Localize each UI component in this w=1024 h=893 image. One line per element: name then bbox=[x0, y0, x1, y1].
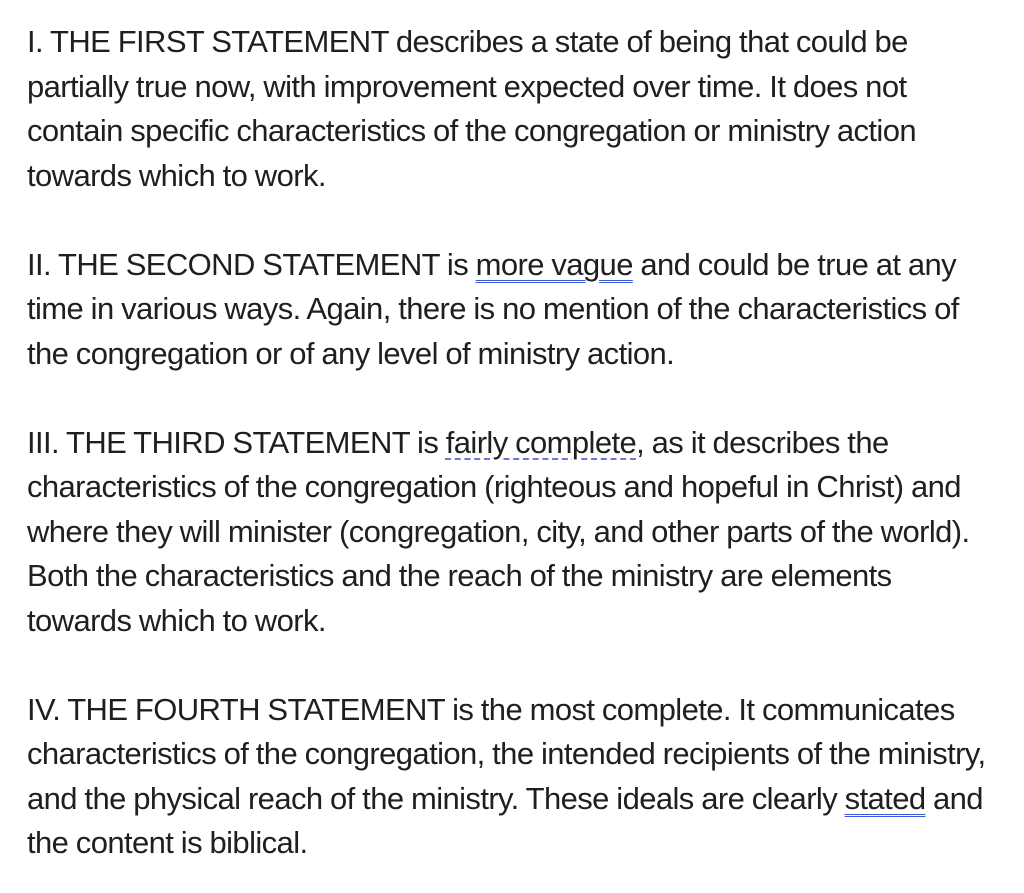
paragraph-fourth-statement[interactable] bbox=[27, 688, 995, 866]
grammar-suggestion-underline[interactable]: stated bbox=[844, 780, 926, 816]
paragraph-text: IV. THE FOURTH STATEMENT is the most complete. It communicates characteristics of the congregation, the intended recipients of the ministry, and the physical reach of the ministry. These ideals are clearly bbox=[27, 691, 986, 816]
paragraph-text: III. THE THIRD STATEMENT is bbox=[27, 424, 446, 460]
style-suggestion-underline[interactable]: fairly complete bbox=[445, 424, 637, 460]
paragraph-text: , as it describes the characteristics of the congregation (righteous and hopeful in Christ) and where they will minister (congregation, city, and other parts of the world). Both the characteristics and the reach of the ministry are elements towards which to work. bbox=[27, 424, 970, 638]
paragraph-second-statement[interactable] bbox=[27, 243, 995, 377]
grammar-suggestion-underline[interactable]: more vague bbox=[475, 246, 633, 282]
paragraph-text: I. THE FIRST STATEMENT describes a state of being that could be partially true now, with improvement expected over time. It does not contain specific characteristics of the congregation or ministry action towards which to work. bbox=[27, 24, 917, 193]
paragraph-text: and the content is biblical. bbox=[27, 780, 983, 860]
paragraph-third-statement[interactable] bbox=[27, 421, 995, 644]
document-body bbox=[27, 20, 995, 866]
paragraph-text: and could be true at any time in various ways. Again, there is no mention of the characteristics of the congregation or of any level of ministry action. bbox=[27, 246, 959, 371]
paragraph-first-statement[interactable] bbox=[27, 20, 995, 198]
paragraph-text: II. THE SECOND STATEMENT is bbox=[27, 246, 476, 282]
